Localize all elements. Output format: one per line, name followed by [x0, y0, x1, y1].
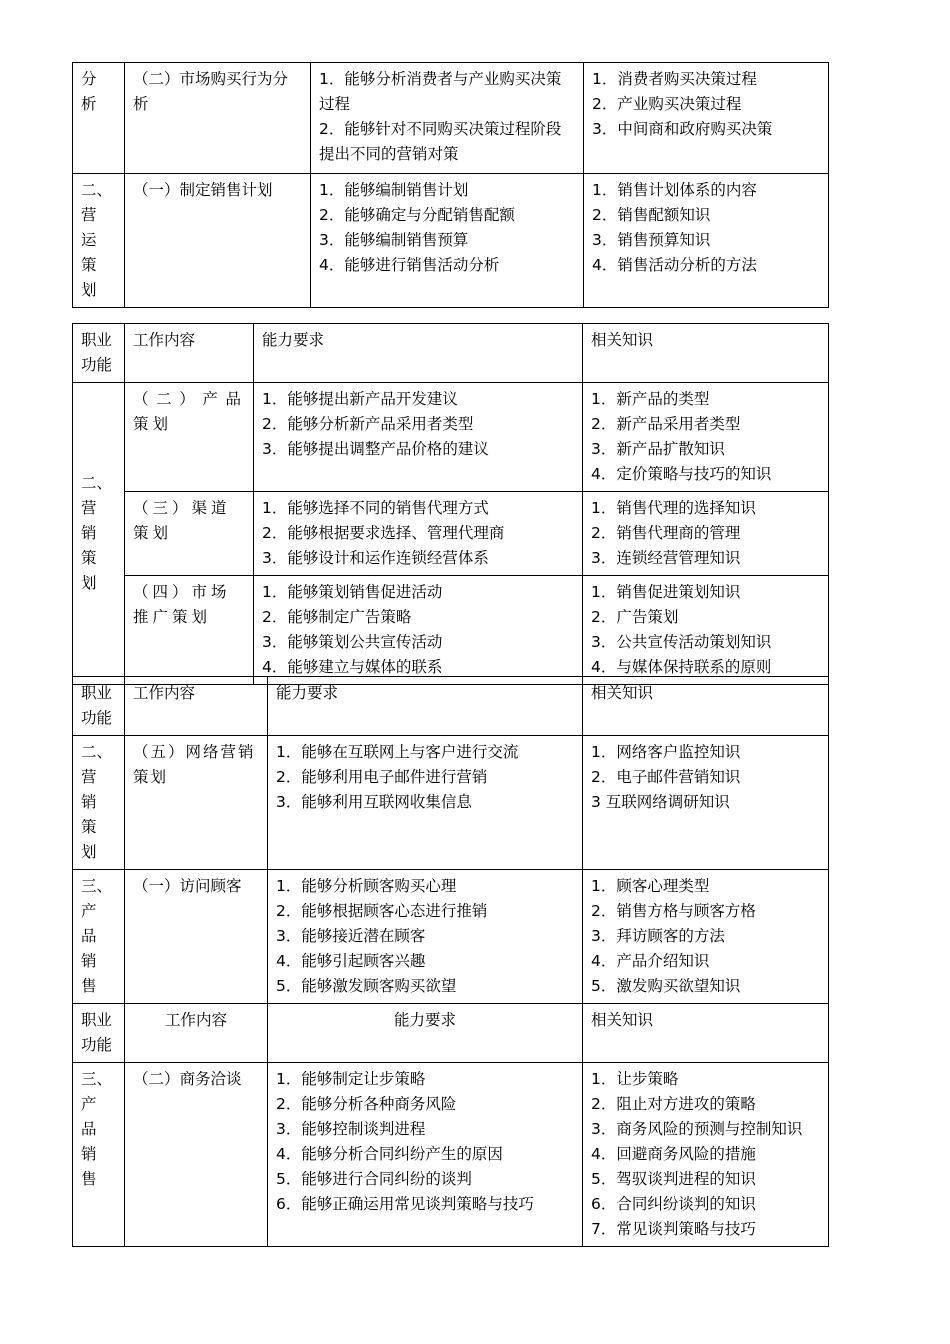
list-item: 4．能够引起顾客兴趣: [276, 952, 426, 970]
list-item: 1．能够分析顾客购买心理: [276, 877, 457, 895]
table-row: [73, 174, 829, 308]
list-item: 2．能够根据要求选择、管理代理商: [262, 524, 505, 542]
list-item: 2．能够根据顾客心态进行推销: [276, 902, 488, 920]
knowledge-cell: [583, 1063, 829, 1247]
table-header-row: [73, 677, 829, 736]
work-content-cell: （二）商务洽谈: [125, 1063, 268, 1247]
ability-cell: [254, 492, 583, 576]
work-content-cell: （三）渠道策划: [125, 492, 254, 576]
table-4: [72, 1003, 829, 1247]
list-item: 4．与媒体保持联系的原则: [591, 658, 772, 676]
list-item: 4．销售活动分析的方法: [592, 256, 757, 274]
table-header-row: [73, 324, 829, 383]
list-item: 5．能够激发顾客购买欲望: [276, 977, 457, 995]
header-content: 工作内容: [125, 677, 268, 736]
work-content-cell: （五）网络营销策划: [125, 736, 268, 870]
table-row: [73, 736, 829, 870]
list-item: 1．新产品的类型: [591, 390, 710, 408]
list-item: 1．能够在互联网上与客户进行交流: [276, 743, 519, 761]
header-knowledge: 相关知识: [583, 324, 829, 383]
list-item: 2．能够分析新产品采用者类型: [262, 415, 474, 433]
header-knowledge: 相关知识: [583, 677, 829, 736]
list-item: 1．销售代理的选择知识: [591, 499, 756, 517]
list-item: 1．能够制定让步策略: [276, 1070, 426, 1088]
list-item: 3．商务风险的预测与控制知识: [591, 1120, 803, 1138]
list-item: 3．连锁经营管理知识: [591, 549, 741, 567]
header-abilities: 能力要求: [254, 324, 583, 383]
list-item: 1．消费者购买决策过程: [592, 70, 757, 88]
list-item: 2．阻止对方进攻的策略: [591, 1095, 756, 1113]
table-row: [73, 492, 829, 576]
header-function: 职业 功能: [73, 677, 125, 736]
header-abilities: 能力要求: [268, 677, 583, 736]
list-item: 2．能够利用电子邮件进行营销: [276, 768, 488, 786]
list-item: 4．能够分析合同纠纷产生的原因: [276, 1145, 503, 1163]
list-item: 1．让步策略: [591, 1070, 679, 1088]
list-item: 4．回避商务风险的措施: [591, 1145, 756, 1163]
list-item: 2．电子邮件营销知识: [591, 768, 741, 786]
list-item: 6．能够正确运用常见谈判策略与技巧: [276, 1195, 534, 1213]
list-item: 4．定价策略与技巧的知识: [591, 465, 772, 483]
table-row: [73, 576, 829, 685]
list-item: 2．销售代理商的管理: [591, 524, 741, 542]
header-knowledge: 相关知识: [583, 1004, 829, 1063]
table-1: [72, 62, 829, 308]
list-item: 2．销售方格与顾客方格: [591, 902, 756, 920]
function-cell: 三、 产 品 销 售: [73, 1063, 125, 1247]
list-item: 3．新产品扩散知识: [591, 440, 725, 458]
header-abilities: 能力要求: [268, 1004, 583, 1063]
table-row: [73, 383, 829, 492]
knowledge-cell: [583, 870, 829, 1004]
list-item: 1．网络客户监控知识: [591, 743, 741, 761]
list-item: 2．新产品采用者类型: [591, 415, 741, 433]
list-item: 3 互联网络调研知识: [591, 793, 730, 811]
knowledge-cell: [583, 736, 829, 870]
knowledge-cell: [583, 492, 829, 576]
ability-cell: [268, 1063, 583, 1247]
list-item: 4．能够建立与媒体的联系: [262, 658, 443, 676]
list-item: 3．能够策划公共宣传活动: [262, 633, 443, 651]
table-2: [72, 323, 829, 685]
list-item: 3．销售预算知识: [592, 231, 711, 249]
ability-cell: [268, 870, 583, 1004]
header-content: 工作内容: [125, 1004, 268, 1063]
ability-cell: [311, 63, 584, 174]
header-content: 工作内容: [125, 324, 254, 383]
list-item: 3．能够接近潜在顾客: [276, 927, 426, 945]
list-item: 6．合同纠纷谈判的知识: [591, 1195, 756, 1213]
list-item: 7．常见谈判策略与技巧: [591, 1220, 756, 1238]
function-cell: 三、 产 品 销 售: [73, 870, 125, 1004]
list-item: 2．能够针对不同购买决策过程阶段提出不同的营销对策: [319, 120, 562, 163]
table-row: [73, 63, 829, 174]
list-item: 1．顾客心理类型: [591, 877, 710, 895]
knowledge-cell: [583, 383, 829, 492]
list-item: 4．产品介绍知识: [591, 952, 710, 970]
list-item: 2．广告策划: [591, 608, 679, 626]
list-item: 2．产业购买决策过程: [592, 95, 742, 113]
list-item: 5．驾驭谈判进程的知识: [591, 1170, 756, 1188]
table-row: [73, 1063, 829, 1247]
list-item: 3．拜访顾客的方法: [591, 927, 725, 945]
work-content-cell: （一）访问顾客: [125, 870, 268, 1004]
list-item: 1．能够编制销售计划: [319, 181, 469, 199]
list-item: 1．能够策划销售促进活动: [262, 583, 443, 601]
list-item: 4．能够进行销售活动分析: [319, 256, 500, 274]
list-item: 2．能够制定广告策略: [262, 608, 412, 626]
list-item: 2．能够分析各种商务风险: [276, 1095, 457, 1113]
list-item: 3．能够设计和运作连锁经营体系: [262, 549, 489, 567]
table-3: [72, 676, 829, 1004]
list-item: 5．能够进行合同纠纷的谈判: [276, 1170, 472, 1188]
ability-cell: [254, 383, 583, 492]
ability-cell: [268, 736, 583, 870]
list-item: 2．能够确定与分配销售配额: [319, 206, 515, 224]
function-cell: 二、 营 销 策 划: [73, 383, 125, 685]
header-function: 职业 功能: [73, 324, 125, 383]
header-function: 职业 功能: [73, 1004, 125, 1063]
ability-cell: [311, 174, 584, 308]
work-content-cell: （一）制定销售计划: [125, 174, 311, 308]
list-item: 3．能够编制销售预算: [319, 231, 469, 249]
list-item: 3．公共宣传活动策划知识: [591, 633, 772, 651]
list-item: 3．能够控制谈判进程: [276, 1120, 426, 1138]
table-row: [73, 870, 829, 1004]
list-item: 1．销售计划体系的内容: [592, 181, 757, 199]
function-cell: 二、 营 运 策 划: [73, 174, 125, 308]
function-cell: 分 析: [73, 63, 125, 174]
list-item: 3．中间商和政府购买决策: [592, 120, 773, 138]
list-item: 1．能够提出新产品开发建议: [262, 390, 458, 408]
work-content-cell: （二）市场购买行为分析: [125, 63, 311, 174]
list-item: 1．销售促进策划知识: [591, 583, 741, 601]
work-content-cell: （四）市场推广策划: [125, 576, 254, 685]
function-cell: 二、 营 销 策 划: [73, 736, 125, 870]
knowledge-cell: [583, 576, 829, 685]
list-item: 1．能够分析消费者与产业购买决策过程: [319, 70, 562, 113]
table-header-row: [73, 1004, 829, 1063]
knowledge-cell: [584, 63, 829, 174]
work-content-cell: （二）产品策划: [125, 383, 254, 492]
list-item: 5．激发购买欲望知识: [591, 977, 741, 995]
knowledge-cell: [584, 174, 829, 308]
list-item: 3．能够利用互联网收集信息: [276, 793, 472, 811]
list-item: 2．销售配额知识: [592, 206, 711, 224]
ability-cell: [254, 576, 583, 685]
list-item: 1．能够选择不同的销售代理方式: [262, 499, 489, 517]
list-item: 3．能够提出调整产品价格的建议: [262, 440, 489, 458]
